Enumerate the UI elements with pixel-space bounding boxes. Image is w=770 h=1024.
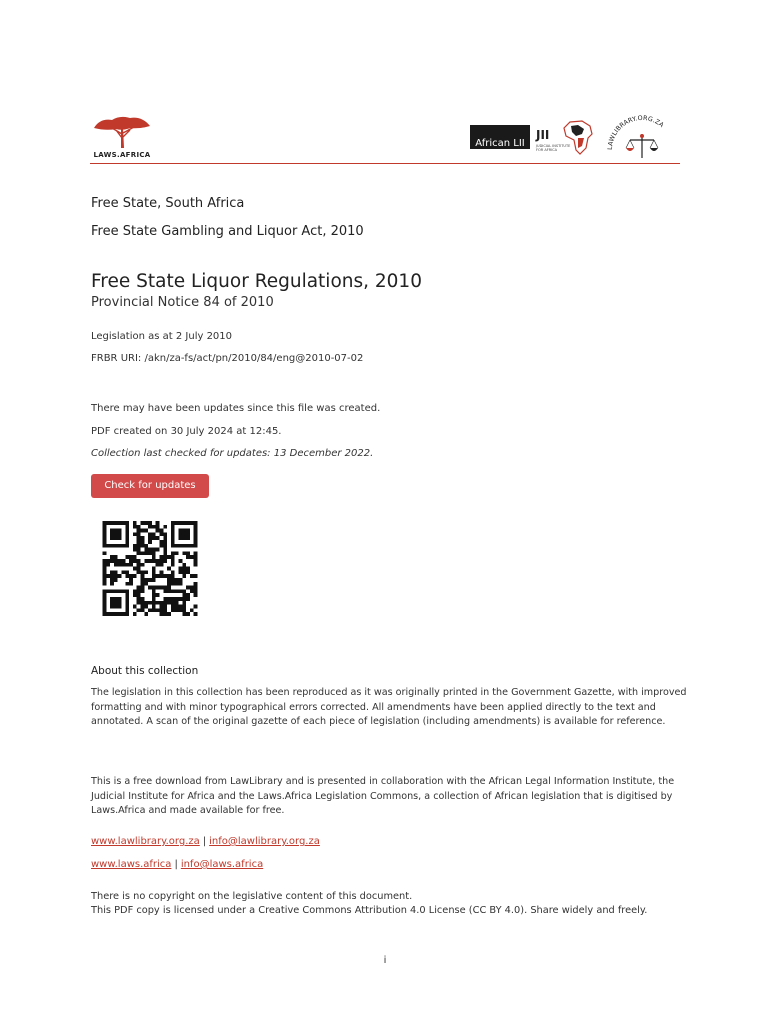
pdf-created-date: PDF created on 30 July 2024 at 12:45. xyxy=(91,426,282,437)
link-separator: | xyxy=(174,859,178,870)
qr-module xyxy=(156,529,160,533)
qr-module xyxy=(160,574,164,578)
qr-module xyxy=(137,597,141,601)
qr-module xyxy=(144,544,148,548)
lawlibrary-logo xyxy=(604,112,680,164)
qr-module xyxy=(194,586,198,590)
qr-module xyxy=(171,601,175,605)
qr-module xyxy=(152,536,156,540)
qr-module xyxy=(163,574,167,578)
qr-module xyxy=(156,548,160,552)
qr-module xyxy=(179,559,183,563)
qr-module xyxy=(179,567,183,571)
document-title: Free State Liquor Regulations, 2010 xyxy=(91,271,422,292)
qr-module xyxy=(118,563,122,567)
qr-module xyxy=(133,555,137,559)
qr-module xyxy=(103,563,107,567)
qr-module xyxy=(144,551,148,555)
qr-module xyxy=(129,578,133,582)
qr-module xyxy=(194,551,198,555)
qr-module xyxy=(182,589,186,593)
lawlibrary-logo-text: LAWLIBRARY.ORG.ZA xyxy=(606,114,666,151)
qr-module xyxy=(163,589,167,593)
qr-module xyxy=(125,574,129,578)
qr-module xyxy=(186,586,190,590)
qr-module xyxy=(144,548,148,552)
qr-module xyxy=(171,555,175,559)
qr-module xyxy=(167,597,171,601)
qr-module xyxy=(171,589,175,593)
jifa-logo xyxy=(536,118,598,158)
qr-module xyxy=(144,521,148,525)
qr-module xyxy=(152,567,156,571)
qr-module xyxy=(190,589,194,593)
qr-module xyxy=(194,589,198,593)
qr-module xyxy=(148,525,152,529)
qr-module xyxy=(163,605,167,609)
qr-module xyxy=(152,608,156,612)
qr-module xyxy=(175,582,179,586)
qr-module xyxy=(137,529,141,533)
qr-module xyxy=(106,559,110,563)
lawsafrica-website-link[interactable]: www.laws.africa xyxy=(91,859,172,870)
qr-module xyxy=(144,601,148,605)
qr-module xyxy=(129,582,133,586)
qr-module xyxy=(175,589,179,593)
jifa-logo-text: JII xyxy=(536,128,550,142)
qr-module xyxy=(179,605,183,609)
qr-module xyxy=(137,551,141,555)
qr-module xyxy=(129,559,133,563)
qr-module xyxy=(163,536,167,540)
qr-module xyxy=(182,593,186,597)
qr-module xyxy=(137,563,141,567)
qr-code-icon[interactable] xyxy=(100,521,200,616)
qr-module xyxy=(175,605,179,609)
qr-module xyxy=(141,605,145,609)
qr-module xyxy=(114,570,118,574)
qr-module xyxy=(152,597,156,601)
qr-module xyxy=(152,586,156,590)
qr-module xyxy=(137,593,141,597)
qr-module xyxy=(137,586,141,590)
license-notice: This PDF copy is licensed under a Creative Commons Attribution 4.0 License (CC BY 4.0). Share widely and freely. xyxy=(91,905,648,916)
lawlibrary-email-link[interactable]: info@lawlibrary.org.za xyxy=(209,836,320,847)
qr-module xyxy=(160,570,164,574)
qr-module xyxy=(137,567,141,571)
qr-module xyxy=(133,559,137,563)
lawsafrica-links xyxy=(91,859,263,870)
qr-module xyxy=(103,567,107,571)
qr-module xyxy=(133,574,137,578)
qr-module xyxy=(163,555,167,559)
qr-module xyxy=(152,570,156,574)
qr-module xyxy=(152,532,156,536)
qr-module xyxy=(190,555,194,559)
qr-module xyxy=(171,605,175,609)
qr-module xyxy=(129,563,133,567)
qr-module xyxy=(163,540,167,544)
about-text: The legislation in this collection has been reproduced as it was originally printed in the Government Gazette, with improved formatting and with minor typographical errors corrected. All amendments have been applied directly to the text and annotated. A scan of the original gazette of each piece of legislation (including amendments) is available for reference. xyxy=(91,687,687,728)
qr-module xyxy=(194,555,198,559)
qr-module xyxy=(186,567,190,571)
qr-module xyxy=(152,578,156,582)
qr-module xyxy=(152,574,156,578)
jifa-logo-subtext: JUDICIAL INSTITUTE FOR AFRICA xyxy=(536,144,571,152)
qr-module xyxy=(137,601,141,605)
qr-module xyxy=(156,608,160,612)
qr-module xyxy=(125,582,129,586)
qr-module xyxy=(194,612,198,616)
qr-module xyxy=(182,570,186,574)
qr-module xyxy=(133,544,137,548)
link-separator: | xyxy=(202,836,207,847)
qr-module xyxy=(167,589,171,593)
qr-module xyxy=(148,536,152,540)
qr-module xyxy=(103,574,107,578)
qr-module xyxy=(182,551,186,555)
qr-module xyxy=(179,589,183,593)
qr-module xyxy=(156,574,160,578)
qr-module xyxy=(160,555,164,559)
qr-module xyxy=(106,563,110,567)
qr-module xyxy=(125,555,129,559)
document-subtitle: Provincial Notice 84 of 2010 xyxy=(91,295,274,310)
qr-module xyxy=(171,597,175,601)
qr-module xyxy=(122,563,126,567)
qr-module xyxy=(179,582,183,586)
qr-module xyxy=(194,563,198,567)
header-divider xyxy=(90,163,680,164)
qr-module xyxy=(186,612,190,616)
qr-module xyxy=(186,597,190,601)
qr-module xyxy=(137,532,141,536)
laws-africa-logo-text: LAWS.AFRICA xyxy=(93,151,151,159)
qr-module xyxy=(194,582,198,586)
lawsafrica-email-link[interactable]: info@laws.africa xyxy=(180,859,264,870)
qr-module xyxy=(144,582,148,586)
qr-module xyxy=(141,589,145,593)
qr-module xyxy=(103,559,107,563)
qr-module xyxy=(137,570,141,574)
qr-module xyxy=(110,582,114,586)
partner-logos xyxy=(470,112,680,164)
qr-module xyxy=(163,551,167,555)
qr-module xyxy=(179,608,183,612)
qr-module xyxy=(160,601,164,605)
qr-module xyxy=(141,608,145,612)
copyright-notice: There is no copyright on the legislative content of this document. xyxy=(91,891,413,902)
qr-module xyxy=(152,605,156,609)
qr-module xyxy=(160,563,164,567)
qr-module xyxy=(194,593,198,597)
qr-module xyxy=(190,608,194,612)
qr-module xyxy=(110,570,114,574)
qr-module xyxy=(141,551,145,555)
qr-module xyxy=(129,555,133,559)
page-number: i xyxy=(383,955,387,966)
qr-module xyxy=(167,582,171,586)
qr-module xyxy=(171,608,175,612)
qr-module xyxy=(118,559,122,563)
qr-module xyxy=(182,563,186,567)
qr-module xyxy=(141,578,145,582)
qr-module xyxy=(160,608,164,612)
africanlii-logo xyxy=(470,125,530,149)
qr-module xyxy=(156,559,160,563)
qr-module xyxy=(148,540,152,544)
qr-module xyxy=(152,593,156,597)
qr-module xyxy=(160,532,164,536)
qr-module xyxy=(167,567,171,571)
qr-module xyxy=(114,578,118,582)
qr-module xyxy=(182,567,186,571)
qr-module xyxy=(137,548,141,552)
qr-module xyxy=(133,612,137,616)
qr-module xyxy=(175,551,179,555)
qr-module xyxy=(137,589,141,593)
qr-module xyxy=(133,525,137,529)
qr-module xyxy=(103,551,107,555)
qr-module xyxy=(156,525,160,529)
jurisdiction: Free State, South Africa xyxy=(91,196,245,211)
acacia-tree-icon xyxy=(90,114,154,150)
qr-module xyxy=(144,559,148,563)
qr-module xyxy=(152,601,156,605)
qr-module xyxy=(141,601,145,605)
qr-finder-pattern xyxy=(110,597,121,608)
qr-module xyxy=(137,525,141,529)
qr-module xyxy=(141,586,145,590)
qr-module xyxy=(141,574,145,578)
qr-module xyxy=(152,559,156,563)
qr-module xyxy=(148,532,152,536)
qr-module xyxy=(156,521,160,525)
qr-module xyxy=(141,521,145,525)
qr-module xyxy=(133,521,137,525)
qr-module xyxy=(110,555,114,559)
qr-module xyxy=(182,574,186,578)
qr-module xyxy=(114,563,118,567)
qr-module xyxy=(182,612,186,616)
about-heading: About this collection xyxy=(91,665,199,677)
africanlii-logo-text: African LII xyxy=(475,138,525,149)
qr-module xyxy=(141,563,145,567)
qr-module xyxy=(103,578,107,582)
qr-module xyxy=(175,608,179,612)
qr-module xyxy=(152,525,156,529)
qr-module xyxy=(171,551,175,555)
qr-module xyxy=(129,574,133,578)
frbr-uri: FRBR URI: /akn/za-fs/act/pn/2010/84/eng@2010-07-02 xyxy=(91,353,364,364)
qr-module xyxy=(167,578,171,582)
page-header xyxy=(90,112,680,164)
scales-of-justice-icon xyxy=(604,112,680,164)
qr-module xyxy=(137,540,141,544)
qr-module xyxy=(141,536,145,540)
qr-module xyxy=(152,555,156,559)
qr-module xyxy=(182,608,186,612)
qr-module xyxy=(122,559,126,563)
qr-module xyxy=(167,586,171,590)
qr-finder-pattern xyxy=(179,529,190,540)
qr-module xyxy=(110,574,114,578)
qr-module xyxy=(144,529,148,533)
qr-module xyxy=(160,540,164,544)
qr-module xyxy=(186,593,190,597)
qr-module xyxy=(137,559,141,563)
qr-module xyxy=(148,521,152,525)
qr-module xyxy=(144,612,148,616)
qr-module xyxy=(156,601,160,605)
qr-module xyxy=(171,559,175,563)
qr-module xyxy=(114,555,118,559)
qr-module xyxy=(171,578,175,582)
qr-module xyxy=(163,525,167,529)
qr-module xyxy=(163,601,167,605)
qr-module xyxy=(122,570,126,574)
qr-module xyxy=(118,574,122,578)
lawlibrary-links xyxy=(91,836,320,847)
qr-module xyxy=(133,548,137,552)
qr-module xyxy=(171,563,175,567)
qr-module xyxy=(144,570,148,574)
qr-module xyxy=(156,593,160,597)
qr-module xyxy=(110,559,114,563)
qr-module xyxy=(141,582,145,586)
qr-module xyxy=(133,605,137,609)
qr-module xyxy=(137,544,141,548)
check-for-updates-button[interactable]: Check for updates xyxy=(91,474,209,498)
qr-module xyxy=(167,555,171,559)
qr-module xyxy=(133,567,137,571)
qr-module xyxy=(148,578,152,582)
qr-module xyxy=(114,559,118,563)
qr-module xyxy=(114,574,118,578)
qr-module xyxy=(186,551,190,555)
qr-module xyxy=(179,578,183,582)
qr-module xyxy=(175,578,179,582)
qr-module xyxy=(148,559,152,563)
qr-module xyxy=(137,608,141,612)
qr-module xyxy=(163,532,167,536)
qr-module xyxy=(182,601,186,605)
qr-module xyxy=(186,570,190,574)
qr-module xyxy=(141,597,145,601)
qr-module xyxy=(190,586,194,590)
qr-module xyxy=(141,570,145,574)
qr-module xyxy=(163,597,167,601)
qr-module xyxy=(160,586,164,590)
qr-module xyxy=(152,548,156,552)
qr-module xyxy=(179,570,183,574)
parent-act: Free State Gambling and Liquor Act, 2010 xyxy=(91,224,364,239)
qr-module xyxy=(182,597,186,601)
qr-module xyxy=(133,532,137,536)
qr-module xyxy=(163,608,167,612)
qr-module xyxy=(194,605,198,609)
qr-module xyxy=(148,551,152,555)
qr-module xyxy=(179,597,183,601)
qr-module xyxy=(144,605,148,609)
africa-map-icon xyxy=(562,120,596,156)
qr-module xyxy=(163,612,167,616)
qr-module xyxy=(144,578,148,582)
qr-module xyxy=(167,612,171,616)
free-download-text: This is a free download from LawLibrary and is presented in collaboration with the African Legal Information Institute, the Judicial Institute for Africa and the Laws.Africa Legislation Commons, a collection of African legislation that is digitised by Laws.Africa and made available for free. xyxy=(91,776,675,817)
qr-module xyxy=(133,589,137,593)
qr-module xyxy=(160,529,164,533)
qr-module xyxy=(160,559,164,563)
qr-module xyxy=(160,544,164,548)
qr-module xyxy=(194,574,198,578)
qr-finder-pattern xyxy=(110,529,121,540)
qr-module xyxy=(106,574,110,578)
qr-module xyxy=(103,582,107,586)
qr-module xyxy=(171,582,175,586)
laws-africa-logo xyxy=(90,114,154,162)
qr-module xyxy=(171,570,175,574)
qr-module xyxy=(141,540,145,544)
qr-module xyxy=(125,563,129,567)
qr-module xyxy=(141,544,145,548)
updates-note: There may have been updates since this file was created. xyxy=(91,403,381,414)
qr-module xyxy=(152,551,156,555)
lawlibrary-website-link[interactable]: www.lawlibrary.org.za xyxy=(91,836,200,847)
collection-checked-date: Collection last checked for updates: 13 December 2022. xyxy=(91,448,374,459)
qr-module xyxy=(148,601,152,605)
qr-module xyxy=(175,597,179,601)
qr-module xyxy=(163,586,167,590)
qr-module xyxy=(148,548,152,552)
qr-module xyxy=(148,586,152,590)
qr-module xyxy=(110,578,114,582)
qr-module xyxy=(148,608,152,612)
qr-module xyxy=(156,536,160,540)
qr-module xyxy=(152,589,156,593)
qr-module xyxy=(163,559,167,563)
qr-module xyxy=(167,601,171,605)
qr-module xyxy=(125,570,129,574)
qr-module xyxy=(103,570,107,574)
qr-module xyxy=(156,563,160,567)
legislation-as-at: Legislation as at 2 July 2010 xyxy=(91,331,233,342)
qr-module xyxy=(171,574,175,578)
qr-module xyxy=(137,536,141,540)
qr-module xyxy=(141,529,145,533)
qr-module xyxy=(182,605,186,609)
qr-module xyxy=(133,593,137,597)
qr-module xyxy=(156,586,160,590)
qr-module xyxy=(167,574,171,578)
qr-module xyxy=(163,544,167,548)
qr-module xyxy=(175,601,179,605)
qr-module xyxy=(194,559,198,563)
qr-module xyxy=(160,605,164,609)
qr-module xyxy=(160,612,164,616)
qr-module xyxy=(190,574,194,578)
qr-module xyxy=(163,548,167,552)
qr-module xyxy=(186,555,190,559)
